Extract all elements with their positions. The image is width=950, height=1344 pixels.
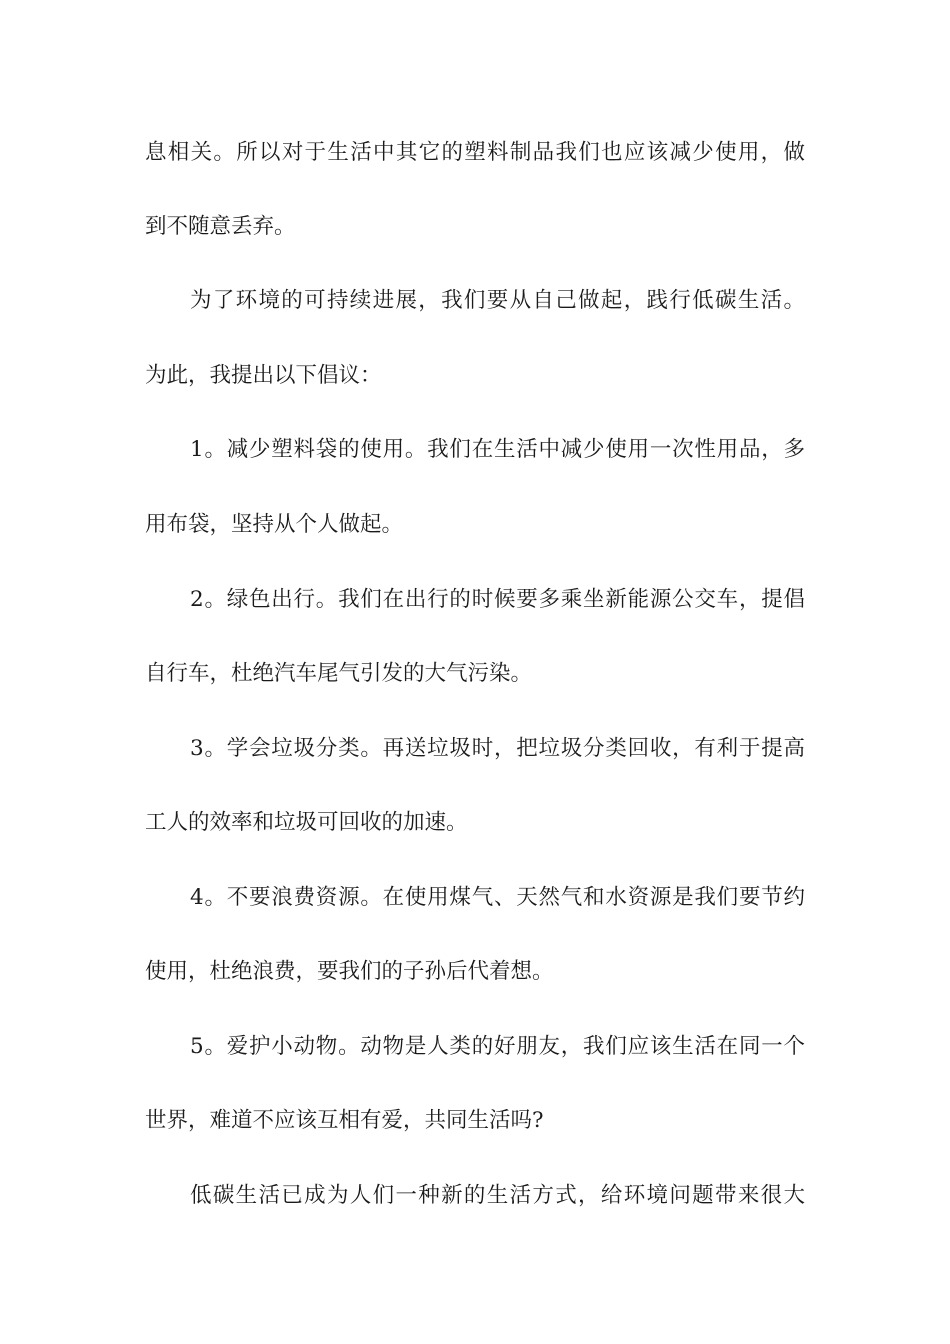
list-item-line: 用布袋，坚持从个人做起。	[145, 512, 404, 537]
list-item-line: 工人的效率和垃圾可回收的加速。	[145, 810, 468, 835]
list-item-line: 世界，难道不应该互相有爱，共同生活吗?	[145, 1108, 544, 1133]
list-item-line: 1。减少塑料袋的使用。我们在生活中减少使用一次性用品，多	[190, 437, 805, 462]
paragraph-line: 低碳生活已成为人们一种新的生活方式，给环境问题带来很大	[190, 1183, 805, 1208]
list-item-line: 使用，杜绝浪费，要我们的子孙后代着想。	[145, 959, 554, 984]
list-item-line: 3。学会垃圾分类。再送垃圾时，把垃圾分类回收，有利于提高	[190, 736, 805, 761]
list-item-line: 自行车，杜绝汽车尾气引发的大气污染。	[145, 661, 533, 686]
paragraph-line: 为此，我提出以下倡议：	[145, 363, 382, 388]
paragraph-line: 为了环境的可持续进展，我们要从自己做起，践行低碳生活。	[190, 288, 805, 313]
paragraph-line: 息相关。所以对于生活中其它的塑料制品我们也应该减少使用，做	[145, 140, 805, 165]
list-item-line: 2。绿色出行。我们在出行的时候要多乘坐新能源公交车，提倡	[190, 587, 805, 612]
list-item-line: 4。不要浪费资源。在使用煤气、天然气和水资源是我们要节约	[190, 885, 805, 910]
paragraph-line: 到不随意丢弃。	[145, 214, 296, 239]
list-item-line: 5。爱护小动物。动物是人类的好朋友，我们应该生活在同一个	[190, 1034, 805, 1059]
